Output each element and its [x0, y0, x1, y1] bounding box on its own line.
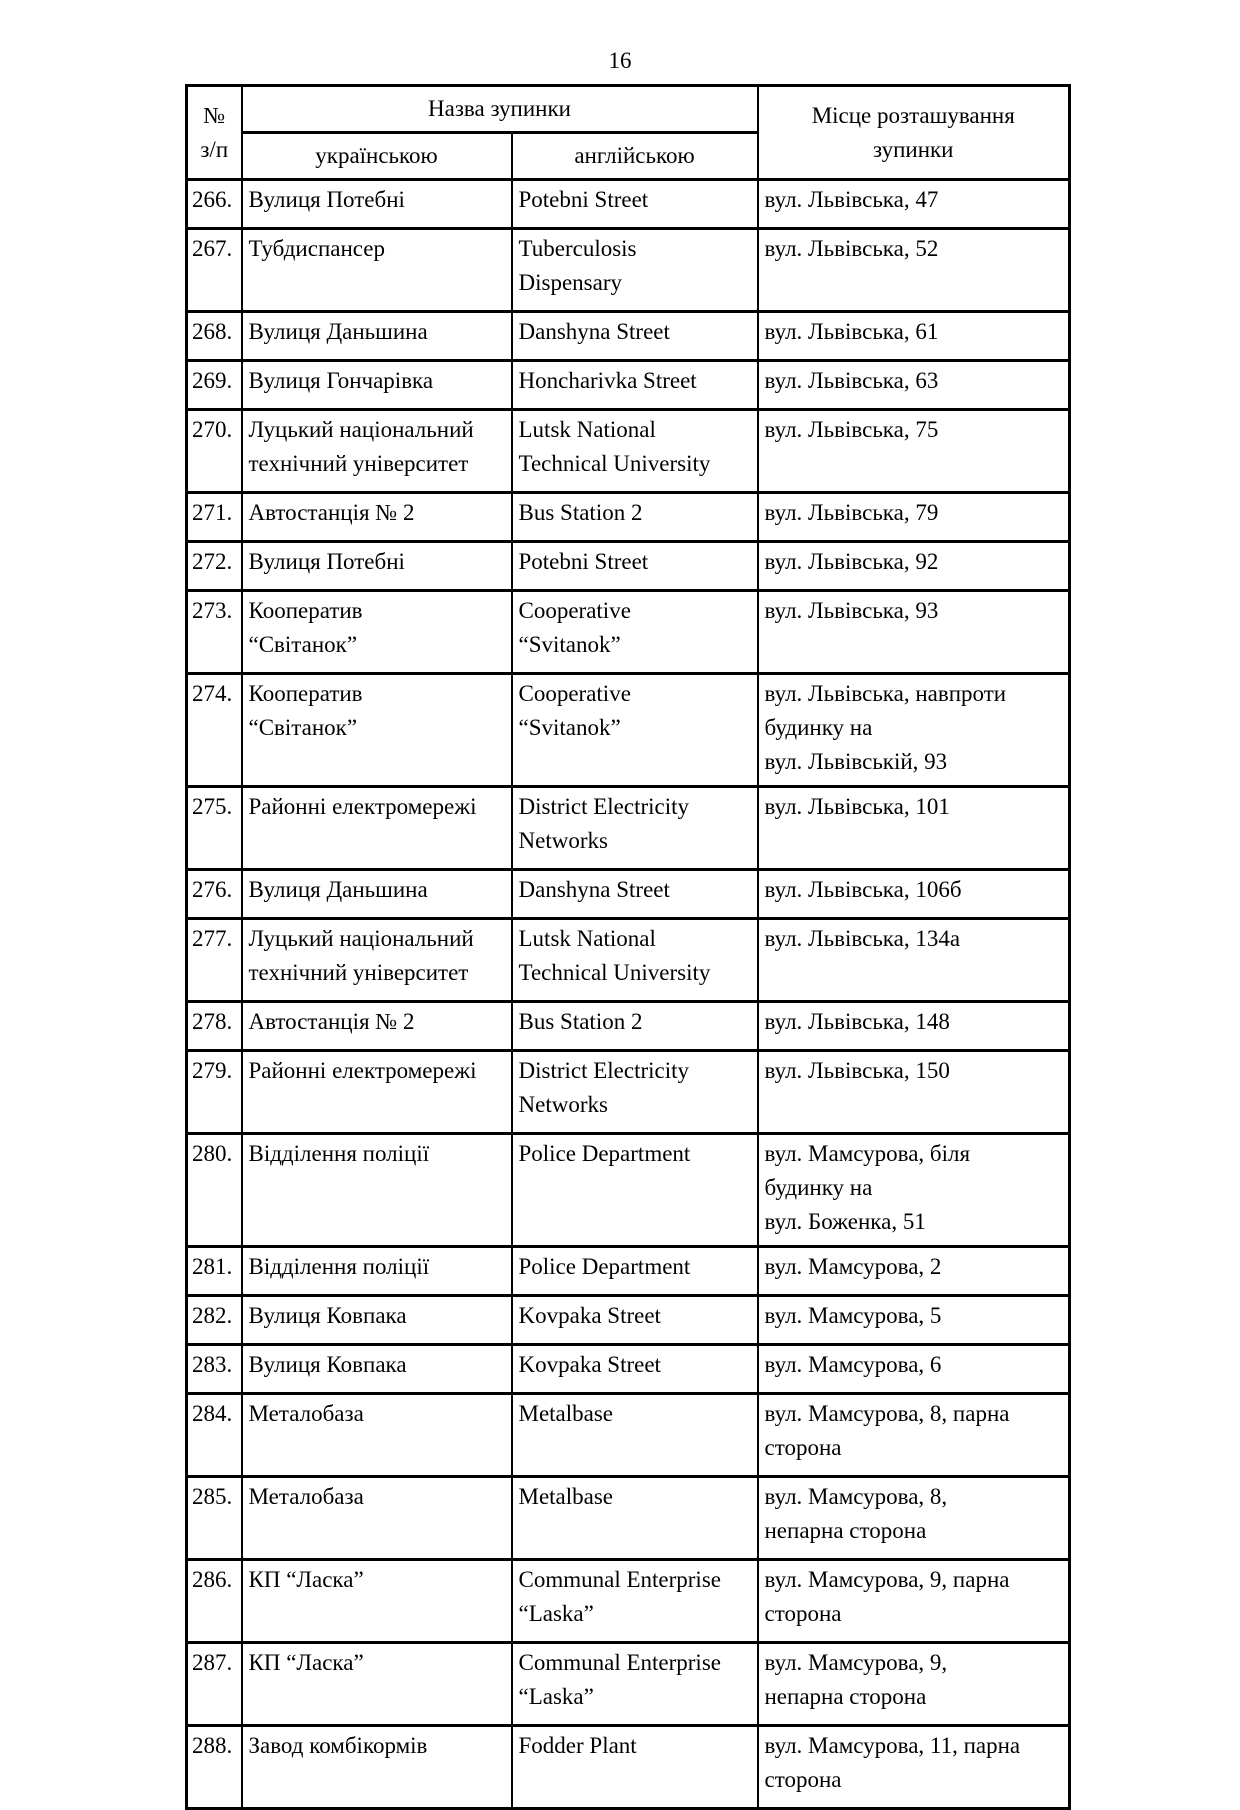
table-row [187, 591, 1070, 674]
header-english: англійською [512, 133, 758, 180]
cell-location: вул. Львівська, 134а [758, 919, 1070, 1002]
cell-location: вул. Львівська, 106б [758, 870, 1070, 919]
cell-location: вул. Львівська, 52 [758, 229, 1070, 312]
cell-name-ukrainian: Автостанція № 2 [242, 1002, 512, 1051]
cell-name-english: Police Department [512, 1247, 758, 1296]
cell-number: 279. [187, 1051, 242, 1134]
table-row [187, 1002, 1070, 1051]
cell-name-ukrainian: Вулиця Гончарівка [242, 361, 512, 410]
cell-location: вул. Львівська, 75 [758, 410, 1070, 493]
cell-name-ukrainian: Вулиця Ковпака [242, 1345, 512, 1394]
cell-name-ukrainian: Кооператив “Світанок” [242, 674, 512, 787]
cell-name-ukrainian: КП “Ласка” [242, 1643, 512, 1726]
cell-number: 267. [187, 229, 242, 312]
table-row [187, 229, 1070, 312]
cell-number: 281. [187, 1247, 242, 1296]
cell-name-ukrainian: КП “Ласка” [242, 1560, 512, 1643]
cell-name-english: Tuberculosis Dispensary [512, 229, 758, 312]
cell-location: вул. Львівська, 61 [758, 312, 1070, 361]
cell-number: 280. [187, 1134, 242, 1247]
cell-location: вул. Мамсурова, 5 [758, 1296, 1070, 1345]
cell-number: 269. [187, 361, 242, 410]
cell-location: вул. Мамсурова, 2 [758, 1247, 1070, 1296]
cell-location: вул. Мамсурова, 6 [758, 1345, 1070, 1394]
cell-location: вул. Львівська, 93 [758, 591, 1070, 674]
cell-name-ukrainian: Районні електромережі [242, 787, 512, 870]
cell-name-english: Communal Enterprise “Laska” [512, 1643, 758, 1726]
table-row [187, 180, 1070, 229]
header-stop-name: Назва зупинки [242, 86, 758, 133]
table-body [187, 180, 1070, 1809]
cell-location: вул. Львівська, 79 [758, 493, 1070, 542]
cell-number: 273. [187, 591, 242, 674]
table-row [187, 1726, 1070, 1809]
cell-name-english: District Electricity Networks [512, 1051, 758, 1134]
cell-name-english: Potebni Street [512, 542, 758, 591]
table-row [187, 1345, 1070, 1394]
cell-name-english: Communal Enterprise “Laska” [512, 1560, 758, 1643]
cell-number: 284. [187, 1394, 242, 1477]
cell-location: вул. Львівська, 63 [758, 361, 1070, 410]
cell-name-english: Fodder Plant [512, 1726, 758, 1809]
table-row [187, 1134, 1070, 1247]
table-row [187, 410, 1070, 493]
cell-name-ukrainian: Районні електромережі [242, 1051, 512, 1134]
cell-name-english: District Electricity Networks [512, 787, 758, 870]
cell-name-ukrainian: Вулиця Потебні [242, 542, 512, 591]
cell-number: 268. [187, 312, 242, 361]
cell-name-english: Danshyna Street [512, 312, 758, 361]
cell-number: 277. [187, 919, 242, 1002]
table-row [187, 674, 1070, 787]
cell-number: 287. [187, 1643, 242, 1726]
cell-name-english: Potebni Street [512, 180, 758, 229]
cell-number: 283. [187, 1345, 242, 1394]
table-row [187, 1296, 1070, 1345]
cell-location: вул. Мамсурова, біля будинку на вул. Боженка, 51 [758, 1134, 1070, 1247]
cell-name-ukrainian: Кооператив “Світанок” [242, 591, 512, 674]
cell-name-ukrainian: Відділення поліції [242, 1247, 512, 1296]
table-row [187, 1394, 1070, 1477]
cell-name-english: Bus Station 2 [512, 1002, 758, 1051]
cell-name-ukrainian: Відділення поліції [242, 1134, 512, 1247]
cell-location: вул. Мамсурова, 8, непарна сторона [758, 1477, 1070, 1560]
cell-number: 276. [187, 870, 242, 919]
table-row [187, 1643, 1070, 1726]
cell-name-ukrainian: Металобаза [242, 1394, 512, 1477]
table-row [187, 1560, 1070, 1643]
cell-name-ukrainian: Вулиця Потебні [242, 180, 512, 229]
cell-name-ukrainian: Металобаза [242, 1477, 512, 1560]
table-row [187, 1247, 1070, 1296]
table-header [187, 86, 1070, 180]
header-row-top [187, 86, 1070, 133]
cell-name-english: Cooperative “Svitanok” [512, 591, 758, 674]
cell-name-english: Metalbase [512, 1394, 758, 1477]
cell-name-english: Bus Station 2 [512, 493, 758, 542]
cell-number: 270. [187, 410, 242, 493]
cell-name-english: Lutsk National Technical University [512, 919, 758, 1002]
table-row [187, 787, 1070, 870]
header-number-column: № з/п [187, 86, 242, 180]
cell-name-ukrainian: Вулиця Даньшина [242, 870, 512, 919]
cell-name-english: Cooperative “Svitanok” [512, 674, 758, 787]
table-row [187, 870, 1070, 919]
cell-number: 272. [187, 542, 242, 591]
cell-name-ukrainian: Тубдиспансер [242, 229, 512, 312]
cell-name-ukrainian: Луцький національний технічний університет [242, 410, 512, 493]
cell-name-english: Kovpaka Street [512, 1296, 758, 1345]
table-row [187, 493, 1070, 542]
cell-name-english: Honcharivka Street [512, 361, 758, 410]
cell-name-english: Kovpaka Street [512, 1345, 758, 1394]
cell-number: 285. [187, 1477, 242, 1560]
cell-number: 271. [187, 493, 242, 542]
cell-location: вул. Львівська, 47 [758, 180, 1070, 229]
cell-name-ukrainian: Завод комбікормів [242, 1726, 512, 1809]
cell-location: вул. Мамсурова, 9, непарна сторона [758, 1643, 1070, 1726]
table-row [187, 542, 1070, 591]
cell-location: вул. Мамсурова, 8, парна сторона [758, 1394, 1070, 1477]
cell-name-english: Danshyna Street [512, 870, 758, 919]
cell-number: 266. [187, 180, 242, 229]
cell-name-ukrainian: Луцький національний технічний університет [242, 919, 512, 1002]
cell-name-english: Lutsk National Technical University [512, 410, 758, 493]
cell-name-ukrainian: Вулиця Ковпака [242, 1296, 512, 1345]
cell-location: вул. Мамсурова, 11, парна сторона [758, 1726, 1070, 1809]
table-row [187, 919, 1070, 1002]
cell-number: 278. [187, 1002, 242, 1051]
cell-location: вул. Львівська, навпроти будинку на вул. Львівській, 93 [758, 674, 1070, 787]
page-number: 16 [608, 48, 632, 73]
cell-name-ukrainian: Вулиця Даньшина [242, 312, 512, 361]
cell-number: 275. [187, 787, 242, 870]
cell-location: вул. Львівська, 101 [758, 787, 1070, 870]
cell-number: 282. [187, 1296, 242, 1345]
cell-name-ukrainian: Автостанція № 2 [242, 493, 512, 542]
table-row [187, 361, 1070, 410]
cell-location: вул. Львівська, 150 [758, 1051, 1070, 1134]
header-location: Місце розташування зупинки [758, 86, 1070, 180]
cell-number: 286. [187, 1560, 242, 1643]
bus-stops-table [185, 84, 1071, 1810]
cell-location: вул. Львівська, 92 [758, 542, 1070, 591]
table-row [187, 1477, 1070, 1560]
cell-number: 274. [187, 674, 242, 787]
table-row [187, 312, 1070, 361]
cell-number: 288. [187, 1726, 242, 1809]
header-ukrainian: українською [242, 133, 512, 180]
cell-name-english: Police Department [512, 1134, 758, 1247]
cell-name-english: Metalbase [512, 1477, 758, 1560]
cell-location: вул. Мамсурова, 9, парна сторона [758, 1560, 1070, 1643]
table-row [187, 1051, 1070, 1134]
cell-location: вул. Львівська, 148 [758, 1002, 1070, 1051]
